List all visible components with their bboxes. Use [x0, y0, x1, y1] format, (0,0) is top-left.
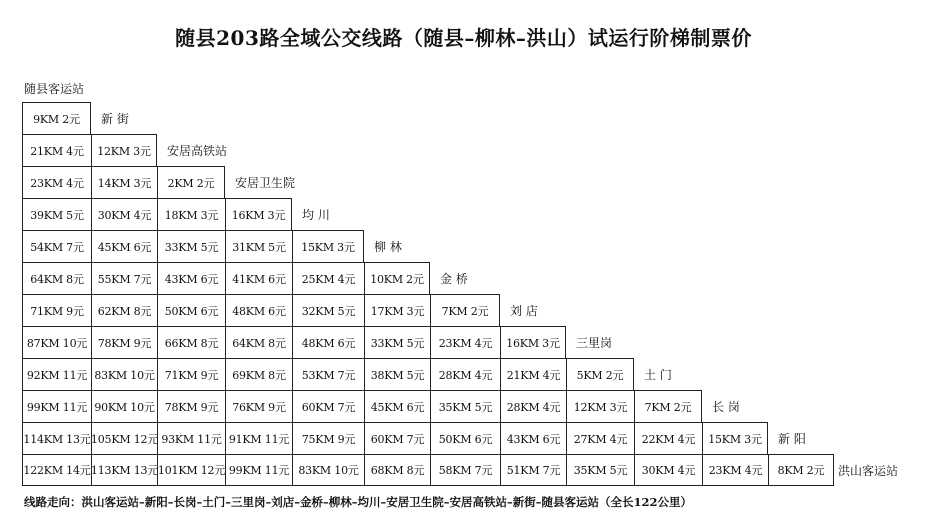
fare-cell: 15KM 3元	[292, 230, 364, 262]
fare-cell: 16KM 3元	[500, 326, 566, 358]
fare-cell: 113KM 13元	[91, 454, 157, 486]
fare-cell: 93KM 11元	[157, 422, 225, 454]
fare-cell: 17KM 3元	[364, 294, 430, 326]
fare-cell: 43KM 6元	[157, 262, 225, 294]
fare-cell: 16KM 3元	[225, 198, 292, 230]
fare-cell: 48KM 6元	[292, 326, 364, 358]
fare-cell: 53KM 7元	[292, 358, 364, 390]
fare-cell: 99KM 11元	[225, 454, 292, 486]
stop-label: 金 桥	[440, 271, 468, 286]
fare-cell: 30KM 4元	[634, 454, 702, 486]
fare-cell: 8KM 2元	[768, 454, 834, 486]
fare-cell: 51KM 7元	[500, 454, 566, 486]
route-description: 线路走向：洪山客运站–新阳–长岗–土门–三里岗–刘店–金桥–柳林–均川–安居卫生院–安居高铁站–新街–随县客运站（全长122公里）	[24, 495, 692, 509]
stop-label: 刘 店	[510, 303, 538, 318]
fare-cell: 23KM 4元	[702, 454, 768, 486]
fare-cell: 50KM 6元	[430, 422, 500, 454]
stop-label: 洪山客运站	[838, 463, 899, 478]
fare-cell: 64KM 8元	[225, 326, 292, 358]
fare-cell: 78KM 9元	[157, 390, 225, 422]
fare-cell: 38KM 5元	[364, 358, 430, 390]
fare-cell: 2KM 2元	[157, 166, 225, 198]
fare-cell: 21KM 4元	[500, 358, 566, 390]
fare-cell: 45KM 6元	[91, 230, 157, 262]
fare-cell: 90KM 10元	[91, 390, 157, 422]
fare-cell: 14KM 3元	[91, 166, 157, 198]
fare-cell: 78KM 9元	[91, 326, 157, 358]
fare-cell: 87KM 10元	[22, 326, 91, 358]
fare-cell: 66KM 8元	[157, 326, 225, 358]
fare-cell: 35KM 5元	[430, 390, 500, 422]
fare-cell: 15KM 3元	[702, 422, 768, 454]
fare-cell: 28KM 4元	[500, 390, 566, 422]
fare-cell: 54KM 7元	[22, 230, 91, 262]
fare-cell: 41KM 6元	[225, 262, 292, 294]
fare-cell: 60KM 7元	[364, 422, 430, 454]
fare-cell: 28KM 4元	[430, 358, 500, 390]
fare-cell: 91KM 11元	[225, 422, 292, 454]
fare-cell: 55KM 7元	[91, 262, 157, 294]
stop-label: 均 川	[302, 207, 330, 222]
fare-cell: 71KM 9元	[22, 294, 91, 326]
stop-label: 柳 林	[374, 239, 402, 254]
fare-cell: 43KM 6元	[500, 422, 566, 454]
fare-cell: 83KM 10元	[91, 358, 157, 390]
stop-label: 安居卫生院	[235, 175, 296, 190]
fare-cell: 5KM 2元	[566, 358, 634, 390]
fare-cell: 33KM 5元	[157, 230, 225, 262]
fare-cell: 30KM 4元	[91, 198, 157, 230]
fare-cell: 12KM 3元	[91, 134, 157, 166]
fare-cell: 48KM 6元	[225, 294, 292, 326]
fare-cell: 71KM 9元	[157, 358, 225, 390]
fare-cell: 64KM 8元	[22, 262, 91, 294]
fare-cell: 33KM 5元	[364, 326, 430, 358]
fare-cell: 122KM 14元	[22, 454, 91, 486]
stop-label: 土 门	[644, 367, 672, 382]
fare-cell: 18KM 3元	[157, 198, 225, 230]
fare-cell: 114KM 13元	[22, 422, 91, 454]
fare-cell: 83KM 10元	[292, 454, 364, 486]
fare-cell: 45KM 6元	[364, 390, 430, 422]
fare-cell: 21KM 4元	[22, 134, 91, 166]
fare-cell: 75KM 9元	[292, 422, 364, 454]
fare-cell: 60KM 7元	[292, 390, 364, 422]
fare-cell: 50KM 6元	[157, 294, 225, 326]
fare-cell: 58KM 7元	[430, 454, 500, 486]
fare-cell: 32KM 5元	[292, 294, 364, 326]
fare-cell: 101KM 12元	[157, 454, 225, 486]
stop-label: 长 岗	[712, 399, 740, 414]
fare-cell: 7KM 2元	[430, 294, 500, 326]
fare-cell: 76KM 9元	[225, 390, 292, 422]
fare-cell: 31KM 5元	[225, 230, 292, 262]
fare-cell: 9KM 2元	[22, 102, 91, 134]
fare-cell: 23KM 4元	[22, 166, 91, 198]
fare-cell: 69KM 8元	[225, 358, 292, 390]
fare-cell: 39KM 5元	[22, 198, 91, 230]
stop-label: 新 阳	[778, 431, 806, 446]
fare-cell: 62KM 8元	[91, 294, 157, 326]
stop-label: 新 街	[101, 111, 129, 126]
fare-cell: 22KM 4元	[634, 422, 702, 454]
fare-cell: 23KM 4元	[430, 326, 500, 358]
origin-station-label: 随县客运站	[24, 82, 85, 96]
fare-cell: 10KM 2元	[364, 262, 430, 294]
fare-cell: 12KM 3元	[566, 390, 634, 422]
fare-cell: 7KM 2元	[634, 390, 702, 422]
stop-label: 安居高铁站	[167, 143, 228, 158]
fare-cell: 35KM 5元	[566, 454, 634, 486]
page-title: 随县203路全域公交线路（随县–柳林–洪山）试运行阶梯制票价	[175, 26, 752, 50]
fare-cell: 92KM 11元	[22, 358, 91, 390]
fare-cell: 105KM 12元	[91, 422, 157, 454]
fare-cell: 68KM 8元	[364, 454, 430, 486]
fare-cell: 99KM 11元	[22, 390, 91, 422]
stop-label: 三里岗	[576, 335, 613, 350]
fare-cell: 25KM 4元	[292, 262, 364, 294]
fare-cell: 27KM 4元	[566, 422, 634, 454]
